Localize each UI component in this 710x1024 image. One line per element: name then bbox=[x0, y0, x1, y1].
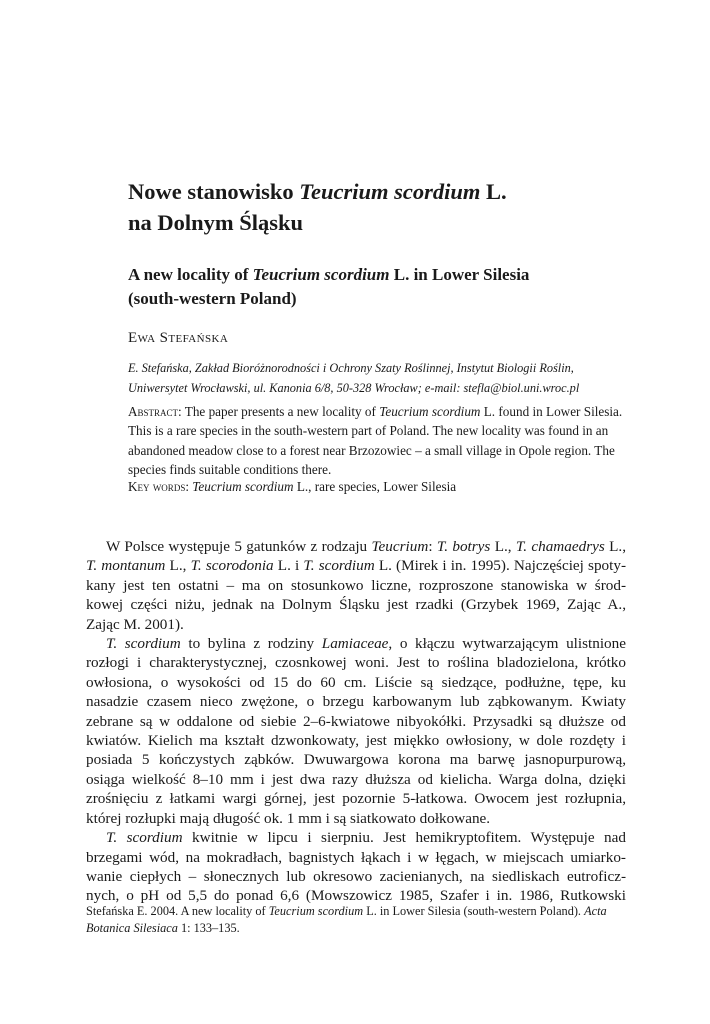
subtitle-text-end: L. in Lower Silesia bbox=[389, 265, 530, 284]
body-line: kwiatów. Kielich ma kształt dzwonkowaty, jest miękko owłosiony, w dole rozdęty i bbox=[86, 732, 626, 750]
body-line: nych, o pH od 5,5 do ponad 6,6 (Mowszowicz 1985, Szafer i in. 1986, Rutkowski bbox=[86, 887, 626, 905]
body-line: Zając M. 2001). bbox=[86, 615, 184, 633]
body-line: osiąga wielkość 8–10 mm i jest dwa razy dłuższa od kielicha. Warga dolna, dzięki bbox=[86, 770, 626, 788]
body-line: brzegami wód, na mokradłach, bagnistych łąkach i w łęgach, w miejscach umiarko- bbox=[86, 848, 626, 866]
abstract-species: Teucrium scordium bbox=[379, 404, 481, 419]
body-line: której rozłupki mają długość ok. 1 mm i są siatkowato dołkowane. bbox=[86, 809, 491, 827]
abstract-text: : The paper presents a new locality of bbox=[178, 404, 380, 419]
keywords-text: L., rare species, Lower Silesia bbox=[293, 479, 457, 494]
abstract bbox=[128, 402, 626, 479]
body-line: owłosiona, o wysokości od 15 do 60 cm. Liście są siedzące, podłużne, tępe, ku bbox=[86, 673, 626, 691]
affiliation-line: E. Stefańska, Zakład Bioróżnorodności i Ochrony Szaty Roślinnej, Instytut Biologii Roślin, bbox=[128, 361, 574, 375]
keywords-species: Teucrium scordium bbox=[192, 479, 294, 494]
affiliation-line: Uniwersytet Wrocławski, ul. Kanonia 6/8, 50-328 Wrocław; e-mail: stefla@biol.uni.wroc.pl bbox=[128, 381, 580, 395]
abstract-label: Abstract bbox=[128, 404, 179, 419]
body-line: kany jest ten ostatni – ma on stosunkowo liczne, rozproszone stanowiska w środ- bbox=[86, 576, 626, 594]
body-line: zebrane są w oddalone od siebie 2–6-kwiatowe nibyokółki. Przysadki są dłuższe od bbox=[86, 712, 626, 730]
body-line: T. scordium kwitnie w lipcu i sierpniu. Jest hemikryptofitem. Występuje nad bbox=[106, 829, 626, 847]
subtitle-species: Teucrium scordium bbox=[252, 265, 390, 284]
body-line: kowej części niżu, jednak na Dolnym Śląsku jest rzadki (Grzybek 1969, Zając A., bbox=[86, 596, 626, 614]
title-text: Nowe stanowisko bbox=[128, 179, 300, 204]
article-title bbox=[128, 176, 628, 238]
paragraph-1 bbox=[86, 537, 626, 634]
abstract-text-end: L. found in Lower Silesia. This is a rare species in the south-western part of Poland. The new locality was found in an abandoned meadow close to a forest near Brzozowiec – a small village in Opole region. The species finds suitable conditions there. bbox=[128, 404, 623, 477]
keywords-label: Key words bbox=[128, 479, 186, 494]
article-subtitle bbox=[128, 263, 628, 311]
title-species: Teucrium scordium bbox=[299, 179, 481, 204]
keywords bbox=[128, 477, 626, 496]
body-line: nasadzie czasem nieco zwężone, o brzegu karbowanym lub ząbkowanym. Kwiaty bbox=[86, 693, 626, 711]
citation-footer: Stefańska E. 2004. A new locality of Teucrium scordium L. in Lower Silesia (south-western Poland). Acta Botanica Silesiaca 1: 133–135. bbox=[86, 904, 607, 935]
body-line: rozłogi i charakterystycznej, czosnkowej woni. Jest to roślina bladozielona, krótko bbox=[86, 654, 626, 672]
author-name: Ewa Stefańska bbox=[128, 330, 229, 346]
subtitle-line2: (south-western Poland) bbox=[128, 289, 297, 308]
author-affiliation bbox=[128, 358, 628, 398]
keywords-colon: : bbox=[185, 479, 193, 494]
article-body bbox=[86, 537, 626, 906]
body-line: zrośnięciu z łatkami wargi górnej, jest pozornie 5-łatkowa. Owocem jest rozłupnia, bbox=[86, 790, 626, 808]
subtitle-text: A new locality of bbox=[128, 265, 253, 284]
title-line2: na Dolnym Śląsku bbox=[128, 210, 304, 235]
body-line: T. montanum L., T. scorodonia L. i T. scordium L. (Mirek i in. 1995). Najczęściej spoty- bbox=[86, 557, 627, 575]
body-line: T. scordium to bylina z rodziny Lamiaceae, o kłączu wytwarzającym ulistnione bbox=[106, 635, 626, 653]
body-line: W Polsce występuje 5 gatunków z rodzaju Teucrium: T. botrys L., T. chamaedrys L., bbox=[106, 538, 626, 555]
paragraph-3 bbox=[86, 828, 626, 906]
body-line: wanie ciepłych – słonecznych lub okresowo zacienianych, na siedliskach eutroficz- bbox=[86, 867, 626, 885]
title-text-end: L. bbox=[480, 179, 507, 204]
body-line: posiada 5 kończystych ząbków. Dwuwargowa korona ma barwę jasnopurpurową, bbox=[86, 751, 626, 769]
paragraph-2 bbox=[86, 634, 626, 828]
